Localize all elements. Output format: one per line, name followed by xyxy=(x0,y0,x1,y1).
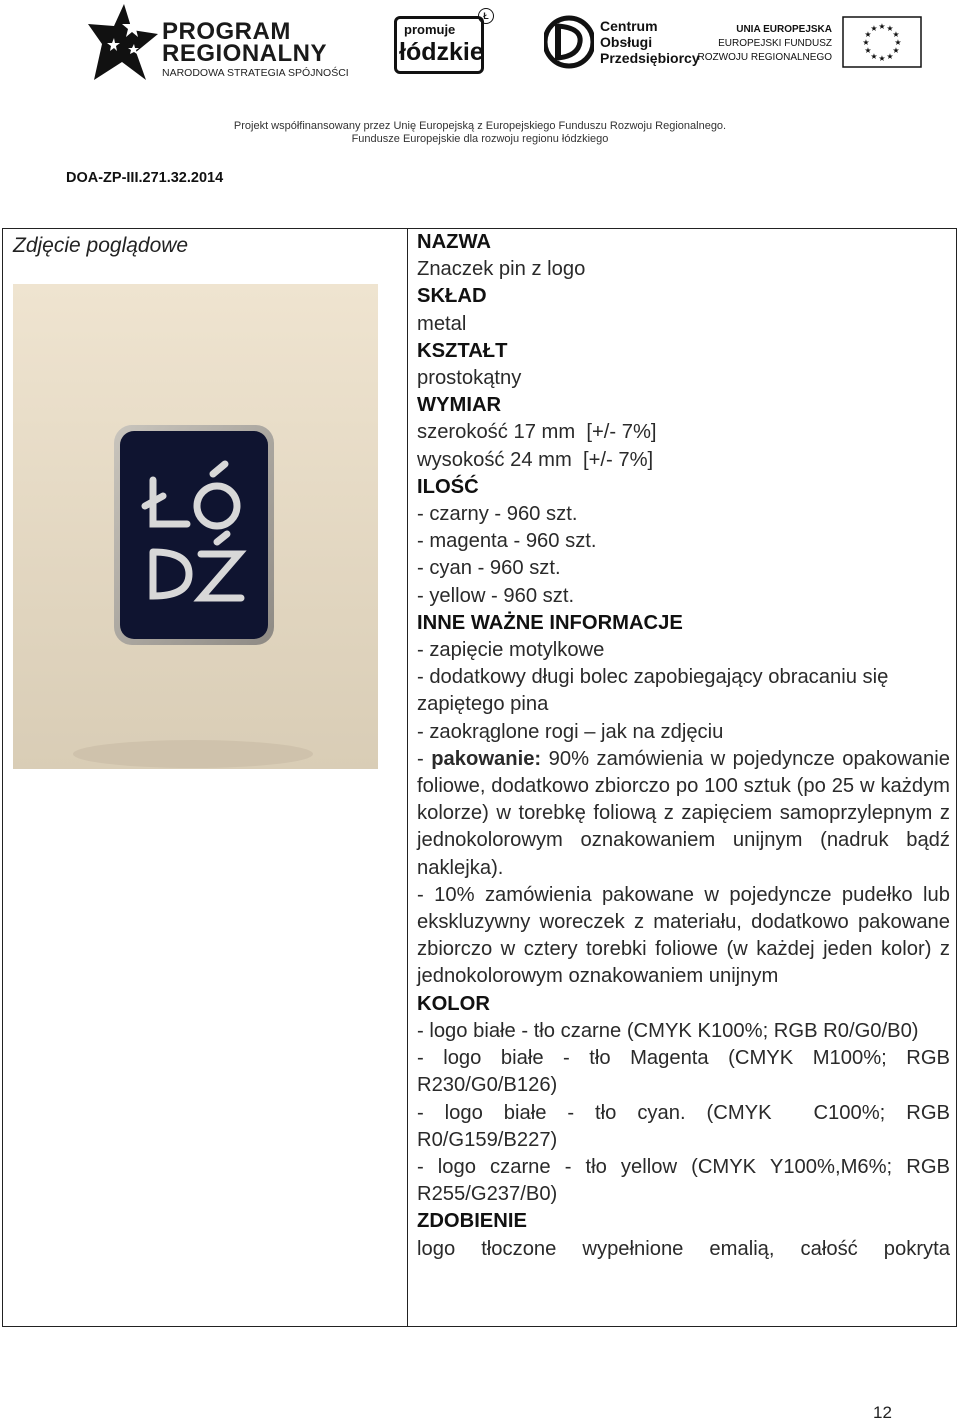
unia-europejska-logo xyxy=(697,22,926,72)
svg-text:★: ★ xyxy=(886,52,894,61)
spec-table xyxy=(2,228,957,1327)
svg-text:★: ★ xyxy=(864,30,872,39)
program-line3: NARODOWA STRATEGIA SPÓJNOŚCI xyxy=(162,67,349,79)
quantity-label: ILOŚĆ xyxy=(417,475,479,498)
packaging-premium-paragraph: - 10% zamówienia pakowane w pojedyncze pudełko lub ekskluzywny woreczek z materiału, dodatkowo pakowane zbiorczo w cztery torebki foliowe (w każdej jeden kolor) z jednokolorowym oznakowaniem unijnym xyxy=(417,883,950,988)
svg-text:★: ★ xyxy=(870,52,878,61)
name-value: Znaczek pin z logo xyxy=(417,258,586,281)
ue-line2: EUROPEJSKI FUNDUSZ xyxy=(718,38,832,49)
color-option: - logo białe - tło cyan. (CMYK C100%; RGB R0/G159/B227) xyxy=(417,1101,956,1151)
quantity-item: - czarny - 960 szt. xyxy=(417,503,578,526)
svg-text:★: ★ xyxy=(892,46,900,55)
svg-text:★: ★ xyxy=(892,30,900,39)
centrum-line3: Przedsiębiorcy xyxy=(600,50,700,66)
size-width: szerokość 17 mm [+/- 7%] xyxy=(417,421,657,444)
svg-text:★: ★ xyxy=(864,46,872,55)
color-label: KOLOR xyxy=(417,992,490,1015)
svg-text:★: ★ xyxy=(878,22,886,31)
packaging-text: 90% zamówienia w pojedyncze opakowanie foliowe, dodatkowo zbiorczo po 100 sztuk (po 25 w każdym kolorze) w torebkę foliową z zapięciem samoprzylepnym z jednokolorowym oznakowaniem unijnym (nadruk bądź naklejka). xyxy=(417,747,950,879)
svg-text:★: ★ xyxy=(886,24,894,33)
other-info-item: - zaokrąglone rogi – jak na zdjęciu xyxy=(417,720,724,743)
cofinancing-line2: Fundusze Europejskie dla rozwoju regionu łódzkiego xyxy=(351,133,609,145)
program-line1: PROGRAM xyxy=(162,18,291,45)
spec-content xyxy=(417,229,956,1263)
pin-photo xyxy=(13,284,378,769)
ue-line3: ROZWOJU REGIONALNEGO xyxy=(697,52,832,63)
other-info-item: - zapięcie motylkowe xyxy=(417,639,605,662)
name-label: NAZWA xyxy=(417,231,492,253)
centrum-line2: Obsługi xyxy=(600,34,653,50)
color-option: - logo białe - tło Magenta (CMYK M100%; RGB R230/G0/B126) xyxy=(417,1047,950,1097)
quantity-item: - yellow - 960 szt. xyxy=(417,584,575,607)
star-emblem-icon xyxy=(88,4,158,80)
lodzkie-line1: promuje xyxy=(404,22,456,37)
photo-caption: Zdjęcie poglądowe xyxy=(13,234,189,257)
column-divider xyxy=(407,229,408,1326)
page-number: 12 xyxy=(873,1403,892,1422)
cofinancing-line1: Projekt współfinansowany przez Unię Europejską z Europejskiego Funduszu Rozwoju Regionalnego. xyxy=(233,120,727,132)
other-info-item: - dodatkowy długi bolec zapobiegający obracaniu się zapiętego pina xyxy=(417,666,889,716)
registered-mark-icon: Ł xyxy=(478,8,494,24)
header-logos xyxy=(0,0,960,80)
centrum-emblem-icon xyxy=(544,14,594,70)
quantity-item: - cyan - 960 szt. xyxy=(417,557,561,580)
program-line2: REGIONALNY xyxy=(162,40,328,67)
eu-flag-icon xyxy=(842,16,922,68)
shape-value: prostokątny xyxy=(417,367,522,390)
decoration-label: ZDOBIENIE xyxy=(417,1210,527,1233)
program-regionalny-logo xyxy=(88,4,358,84)
composition-label: SKŁAD xyxy=(417,285,487,308)
lodzkie-line2: łódzkie xyxy=(399,38,484,66)
svg-text:★: ★ xyxy=(878,54,886,63)
promuje-lodzkie-logo xyxy=(390,8,502,74)
color-option: - logo czarne - tło yellow (CMYK Y100%,M6%; RGB R255/G237/B0) xyxy=(417,1155,950,1206)
size-label: WYMIAR xyxy=(417,394,502,417)
svg-text:★: ★ xyxy=(870,24,878,33)
quantity-item: - magenta - 960 szt. xyxy=(417,530,597,553)
packaging-paragraph xyxy=(417,746,950,882)
centrum-obslugi-logo xyxy=(544,14,700,74)
decoration-value: logo tłoczone wypełnione emalią, całość pokryta xyxy=(417,1237,950,1260)
composition-value: metal xyxy=(417,312,467,335)
centrum-line1: Centrum xyxy=(600,18,658,34)
pin-image xyxy=(13,284,378,769)
packaging-dash: - xyxy=(417,747,432,770)
svg-text:★: ★ xyxy=(894,38,902,47)
document-id: DOA-ZP-III.271.32.2014 xyxy=(66,170,224,186)
ue-line1: UNIA EUROPEJSKA xyxy=(736,24,832,35)
size-height: wysokość 24 mm [+/- 7%] xyxy=(417,448,654,471)
packaging-label: pakowanie: xyxy=(431,747,542,770)
other-info-label: INNE WAŻNE INFORMACJE xyxy=(417,611,683,634)
color-option: - logo białe - tło czarne (CMYK K100%; RGB R0/G0/B0) xyxy=(417,1019,919,1042)
shape-label: KSZTAŁT xyxy=(417,339,508,362)
svg-text:★: ★ xyxy=(862,38,870,47)
